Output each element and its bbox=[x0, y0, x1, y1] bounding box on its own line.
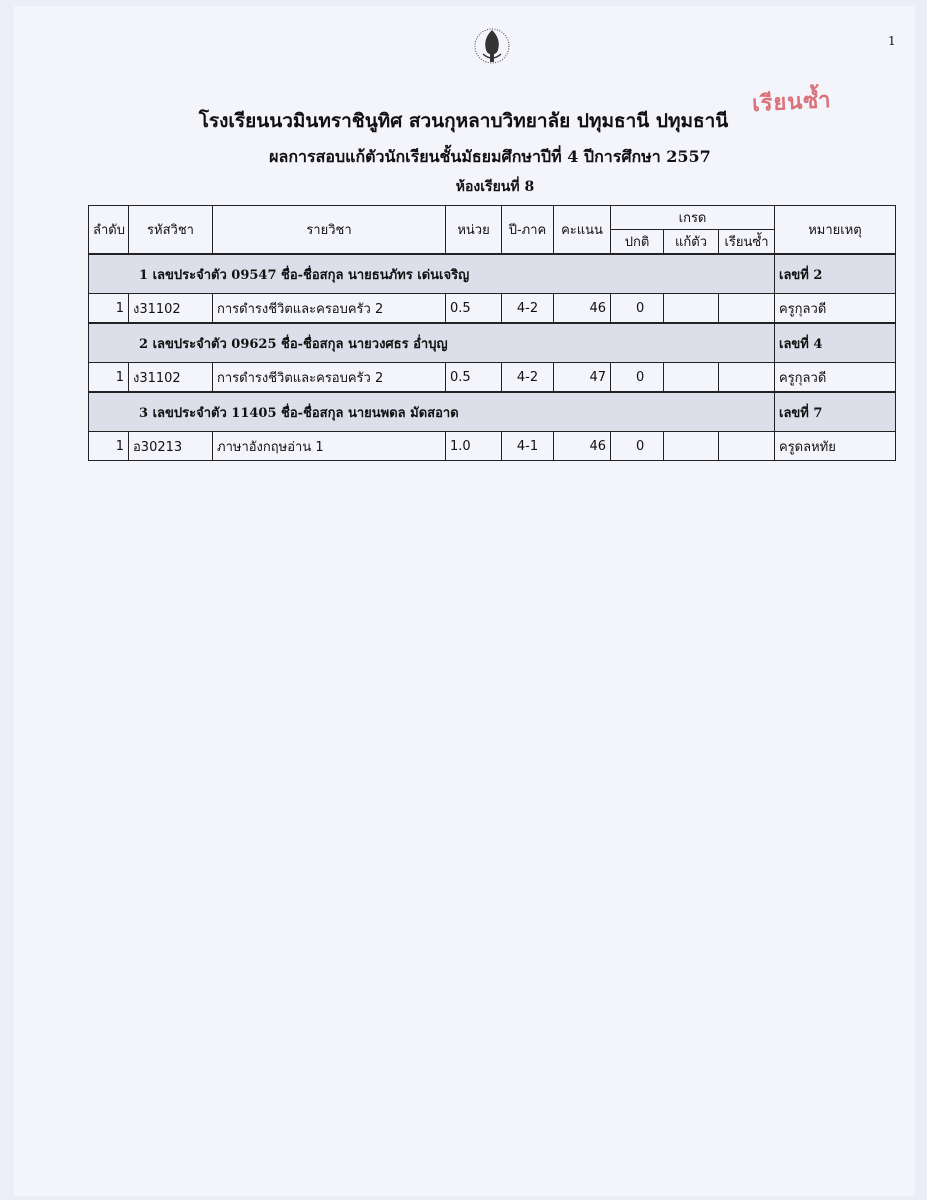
course-remark: ครูกุลวดี bbox=[775, 294, 896, 324]
student-number: เลขที่ 4 bbox=[775, 323, 896, 363]
room-label: ห้องเรียนที่ 8 bbox=[455, 179, 535, 195]
repeat-study-stamp: เรียนซ้ำ bbox=[751, 87, 833, 118]
course-grade-normal: 0 bbox=[611, 363, 664, 393]
course-row bbox=[89, 363, 896, 393]
header-seq: ลำดับ bbox=[89, 206, 129, 255]
course-subject: การดำรงชีวิตและครอบครัว 2 bbox=[213, 294, 446, 324]
course-credit: 0.5 bbox=[446, 363, 502, 393]
course-term: 4-2 bbox=[502, 294, 554, 324]
header-code: รหัสวิชา bbox=[129, 206, 213, 255]
student-row bbox=[89, 392, 896, 432]
course-grade-normal: 0 bbox=[611, 294, 664, 324]
header-grade: เกรด bbox=[611, 206, 775, 230]
header-grade-normal: ปกติ bbox=[611, 230, 664, 255]
page-number: 1 bbox=[888, 34, 896, 48]
course-remark: ครูกุลวดี bbox=[775, 363, 896, 393]
course-grade-remedial bbox=[664, 363, 719, 393]
header-term: ปี-ภาค bbox=[502, 206, 554, 255]
course-row bbox=[89, 294, 896, 324]
course-code: ง31102 bbox=[129, 363, 213, 393]
report-subtitle: ผลการสอบแก้ตัวนักเรียนชั้นมัธยมศึกษาปีที่ 4 ปีการศึกษา 2557 bbox=[269, 147, 711, 166]
course-score: 47 bbox=[554, 363, 611, 393]
student-row bbox=[89, 323, 896, 363]
header-score: คะแนน bbox=[554, 206, 611, 255]
course-subject: ภาษาอังกฤษอ่าน 1 bbox=[213, 432, 446, 461]
school-crest-logo bbox=[466, 24, 518, 70]
course-score: 46 bbox=[554, 294, 611, 324]
course-seq: 1 bbox=[89, 294, 129, 324]
course-term: 4-2 bbox=[502, 363, 554, 393]
course-seq: 1 bbox=[89, 363, 129, 393]
student-number: เลขที่ 2 bbox=[775, 254, 896, 294]
course-seq: 1 bbox=[89, 432, 129, 461]
remedial-results-table bbox=[88, 205, 896, 461]
course-credit: 0.5 bbox=[446, 294, 502, 324]
course-grade-remedial bbox=[664, 294, 719, 324]
school-title: โรงเรียนนวมินทราชินูทิศ สวนกุหลาบวิทยาลัย ปทุมธานี ปทุมธานี bbox=[198, 110, 729, 132]
student-row bbox=[89, 254, 896, 294]
course-row bbox=[89, 432, 896, 461]
student-info: 2 เลขประจำตัว 09625 ชื่อ-ชื่อสกุล นายวงศธร อ่ำบุญ bbox=[89, 323, 775, 363]
header-credit: หน่วย bbox=[446, 206, 502, 255]
student-info: 3 เลขประจำตัว 11405 ชื่อ-ชื่อสกุล นายนพดล มัดสอาด bbox=[89, 392, 775, 432]
header-grade-repeat: เรียนซ้ำ bbox=[719, 230, 775, 255]
course-score: 46 bbox=[554, 432, 611, 461]
course-grade-repeat bbox=[719, 363, 775, 393]
header-remark: หมายเหตุ bbox=[775, 206, 896, 255]
course-grade-repeat bbox=[719, 432, 775, 461]
course-credit: 1.0 bbox=[446, 432, 502, 461]
course-code: อ30213 bbox=[129, 432, 213, 461]
header-subject: รายวิชา bbox=[213, 206, 446, 255]
course-grade-remedial bbox=[664, 432, 719, 461]
course-grade-repeat bbox=[719, 294, 775, 324]
course-remark: ครูดลหทัย bbox=[775, 432, 896, 461]
student-number: เลขที่ 7 bbox=[775, 392, 896, 432]
course-code: ง31102 bbox=[129, 294, 213, 324]
student-info: 1 เลขประจำตัว 09547 ชื่อ-ชื่อสกุล นายธนภัทร เด่นเจริญ bbox=[89, 254, 775, 294]
header-grade-remedial: แก้ตัว bbox=[664, 230, 719, 255]
course-grade-normal: 0 bbox=[611, 432, 664, 461]
course-subject: การดำรงชีวิตและครอบครัว 2 bbox=[213, 363, 446, 393]
course-term: 4-1 bbox=[502, 432, 554, 461]
